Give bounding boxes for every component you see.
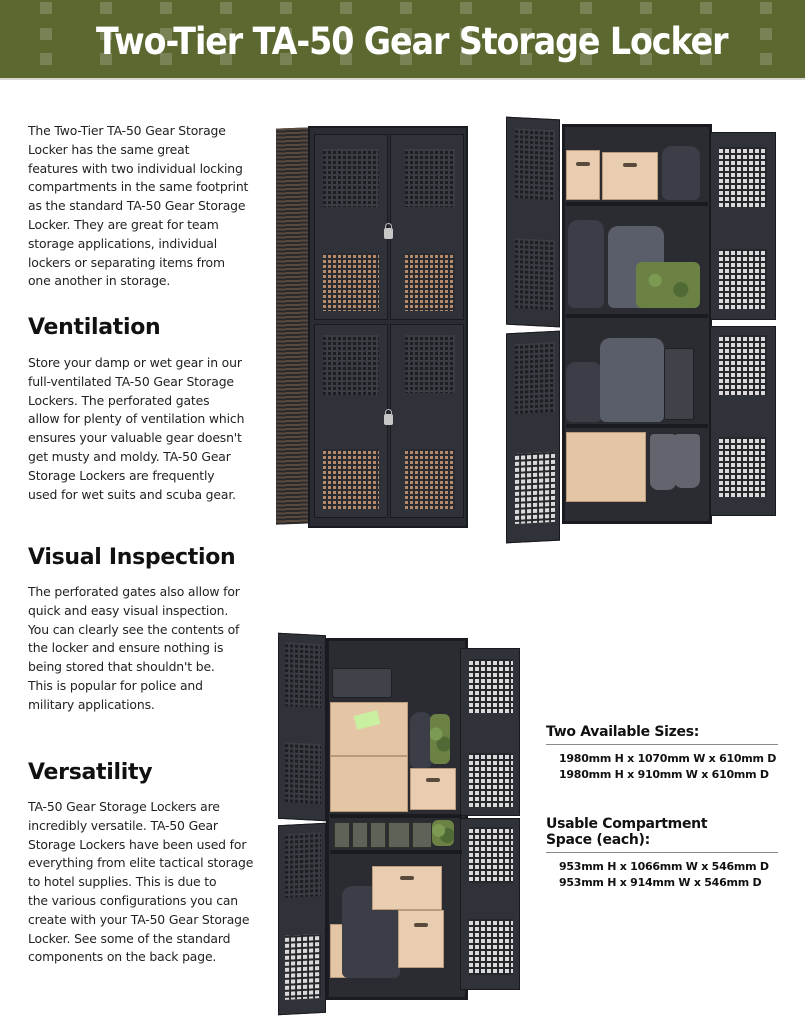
- header-pattern-square: [280, 2, 292, 14]
- header-pattern-square: [760, 53, 772, 65]
- door-mesh: [405, 449, 455, 509]
- text-line: The perforated gates also allow for: [28, 584, 240, 599]
- ammo-can: [352, 822, 368, 848]
- text-line: quick and easy visual inspection.: [28, 602, 229, 618]
- door-mesh: [515, 452, 555, 524]
- text-line: to hotel supplies. This is due to: [28, 874, 217, 890]
- door-mesh: [515, 128, 555, 200]
- door-mesh: [285, 742, 321, 804]
- shelf: [566, 424, 708, 428]
- header-pattern-square: [580, 2, 592, 14]
- hard-case: [664, 348, 694, 420]
- text-line: lockers or separating items from: [28, 254, 225, 270]
- text-line: This is popular for police and: [28, 677, 203, 693]
- door-mesh: [323, 253, 379, 311]
- storage-box: [602, 152, 658, 200]
- door-mesh: [285, 642, 321, 708]
- section-heading-versatility: Versatility: [28, 760, 153, 785]
- locker-door: [314, 134, 388, 320]
- text-line: Storage Lockers have been used for: [28, 836, 247, 852]
- header-pattern-square: [160, 2, 172, 14]
- backpack: [410, 712, 432, 768]
- door-mesh: [469, 827, 513, 883]
- ammo-can: [370, 822, 386, 848]
- door-mesh: [719, 147, 767, 207]
- text-line: the locker and ensure nothing is: [28, 640, 224, 656]
- text-line: used for wet suits and scuba gear.: [28, 486, 236, 502]
- text-line: one another in storage.: [28, 273, 171, 289]
- shelf: [566, 314, 708, 318]
- header-pattern-square: [520, 2, 532, 14]
- plant-gear: [430, 714, 450, 764]
- locker-door: [314, 324, 388, 518]
- text-line: compartments in the same footprint: [28, 179, 249, 195]
- text-line: Lockers. The perforated gates: [28, 392, 210, 408]
- header-pattern-square: [460, 2, 472, 14]
- section-body-versatility: [28, 798, 268, 967]
- locker-open-gear-photo: [504, 116, 780, 552]
- locker-door-open: [506, 117, 560, 328]
- text-line: military applications.: [28, 696, 155, 712]
- ammo-can: [388, 822, 410, 848]
- ammo-can: [334, 822, 350, 848]
- door-mesh: [719, 249, 767, 309]
- header-pattern-square: [760, 2, 772, 14]
- backpack: [662, 146, 700, 200]
- storage-box: [330, 702, 408, 756]
- text-line: everything from elite tactical storage: [28, 855, 254, 871]
- camo-gear: [636, 262, 700, 308]
- header-divider: [0, 78, 805, 80]
- size-item: 1980mm H x 910mm W x 610mm D: [559, 768, 769, 781]
- shelf: [566, 202, 708, 206]
- header-pattern-square: [340, 2, 352, 14]
- storage-box: [566, 432, 646, 502]
- text-line: ensures your valuable gear doesn't: [28, 430, 242, 446]
- locker-door: [390, 324, 464, 518]
- locker-door-open: [460, 818, 520, 990]
- section-heading-ventilation: Ventilation: [28, 315, 161, 340]
- sizes-divider: [546, 744, 778, 745]
- text-line: create with your TA-50 Gear Storage: [28, 911, 250, 927]
- door-mesh: [323, 449, 379, 509]
- text-line: Locker has the same great: [28, 141, 190, 157]
- section-heading-visual-inspection: Visual Inspection: [28, 545, 236, 570]
- door-mesh: [405, 253, 455, 311]
- door-mesh: [719, 335, 767, 395]
- page-title: Two-Tier TA-50 Gear Storage Locker: [96, 20, 728, 63]
- door-mesh: [469, 919, 513, 975]
- duffel-bag: [566, 362, 602, 422]
- text-line: as the standard TA-50 Gear Storage: [28, 198, 246, 214]
- door-mesh: [469, 753, 513, 807]
- locker-door-open: [710, 326, 776, 516]
- compartment-item: 953mm H x 914mm W x 546mm D: [559, 876, 762, 889]
- label-sticker: [354, 710, 381, 729]
- locker-door-open: [278, 823, 326, 1016]
- sizes-block: [546, 724, 778, 783]
- door-mesh: [405, 149, 455, 207]
- size-item: 1980mm H x 1070mm W x 610mm D: [559, 752, 777, 765]
- page-header: [0, 0, 805, 78]
- storage-box: [372, 866, 442, 910]
- header-pattern-square: [100, 2, 112, 14]
- plant-gear: [432, 820, 454, 846]
- backpack: [600, 338, 664, 422]
- intro-paragraph: [28, 122, 268, 291]
- compartment-heading-line: Usable Compartment: [546, 816, 708, 832]
- padlock-icon: [384, 228, 393, 239]
- text-line: incredibly versatile. TA-50 Gear: [28, 817, 218, 833]
- locker-closed-photo: [274, 122, 472, 530]
- storage-box: [410, 768, 456, 810]
- locker-open-storage-photo: [276, 632, 524, 1020]
- shelf: [330, 814, 462, 818]
- door-mesh: [285, 934, 321, 1000]
- header-pattern-square: [400, 2, 412, 14]
- text-line: allow for plenty of ventilation which: [28, 411, 245, 427]
- hard-case: [332, 668, 392, 698]
- ammo-can: [412, 822, 432, 848]
- compartment-heading-line: Space (each):: [546, 832, 650, 848]
- text-line: the various configurations you can: [28, 892, 239, 908]
- door-mesh: [323, 335, 379, 395]
- storage-box: [398, 910, 444, 968]
- header-pattern-square: [700, 2, 712, 14]
- compartment-item: 953mm H x 1066mm W x 546mm D: [559, 860, 769, 873]
- compartment-block: [546, 816, 778, 891]
- storage-box: [330, 756, 408, 812]
- door-mesh: [405, 335, 455, 393]
- text-line: being stored that shouldn't be.: [28, 659, 215, 675]
- door-mesh: [469, 659, 513, 713]
- text-line: You can clearly see the contents of: [28, 621, 240, 637]
- header-pattern-square: [220, 2, 232, 14]
- storage-box: [566, 150, 600, 200]
- text-line: storage applications, individual: [28, 235, 218, 251]
- boot: [674, 434, 700, 488]
- text-line: Locker. They are great for team: [28, 216, 219, 232]
- text-line: Store your damp or wet gear in our: [28, 355, 242, 370]
- text-line: get musty and moldy. TA-50 Gear: [28, 448, 231, 464]
- section-body-ventilation: [28, 354, 268, 504]
- text-line: features with two individual locking: [28, 160, 243, 176]
- header-pattern-square: [40, 28, 52, 40]
- text-line: The Two-Tier TA-50 Gear Storage: [28, 123, 226, 138]
- shelf: [330, 850, 462, 854]
- text-line: Locker. See some of the standard: [28, 930, 231, 946]
- sizes-heading: Two Available Sizes:: [546, 724, 700, 740]
- header-pattern-square: [40, 53, 52, 65]
- door-mesh: [719, 437, 767, 497]
- locker-door-open: [506, 331, 560, 544]
- header-pattern-square: [760, 28, 772, 40]
- header-pattern-square: [40, 2, 52, 14]
- boot: [650, 434, 676, 490]
- compartment-divider: [546, 852, 778, 853]
- backpack: [568, 220, 604, 308]
- text-line: Storage Lockers are frequently: [28, 467, 215, 483]
- text-line: components on the back page.: [28, 949, 217, 965]
- door-mesh: [515, 342, 555, 414]
- locker-door-open: [460, 648, 520, 816]
- locker-door-open: [710, 132, 776, 320]
- locker-side-panel: [276, 127, 310, 524]
- door-mesh: [515, 238, 555, 310]
- locker-door: [390, 134, 464, 320]
- door-mesh: [323, 149, 379, 207]
- text-line: TA-50 Gear Storage Lockers are: [28, 799, 220, 814]
- text-line: full-ventilated TA-50 Gear Storage: [28, 373, 234, 389]
- locker-door-open: [278, 633, 326, 822]
- header-pattern-square: [640, 2, 652, 14]
- padlock-icon: [384, 414, 393, 425]
- section-body-visual-inspection: [28, 583, 268, 715]
- door-mesh: [285, 832, 321, 898]
